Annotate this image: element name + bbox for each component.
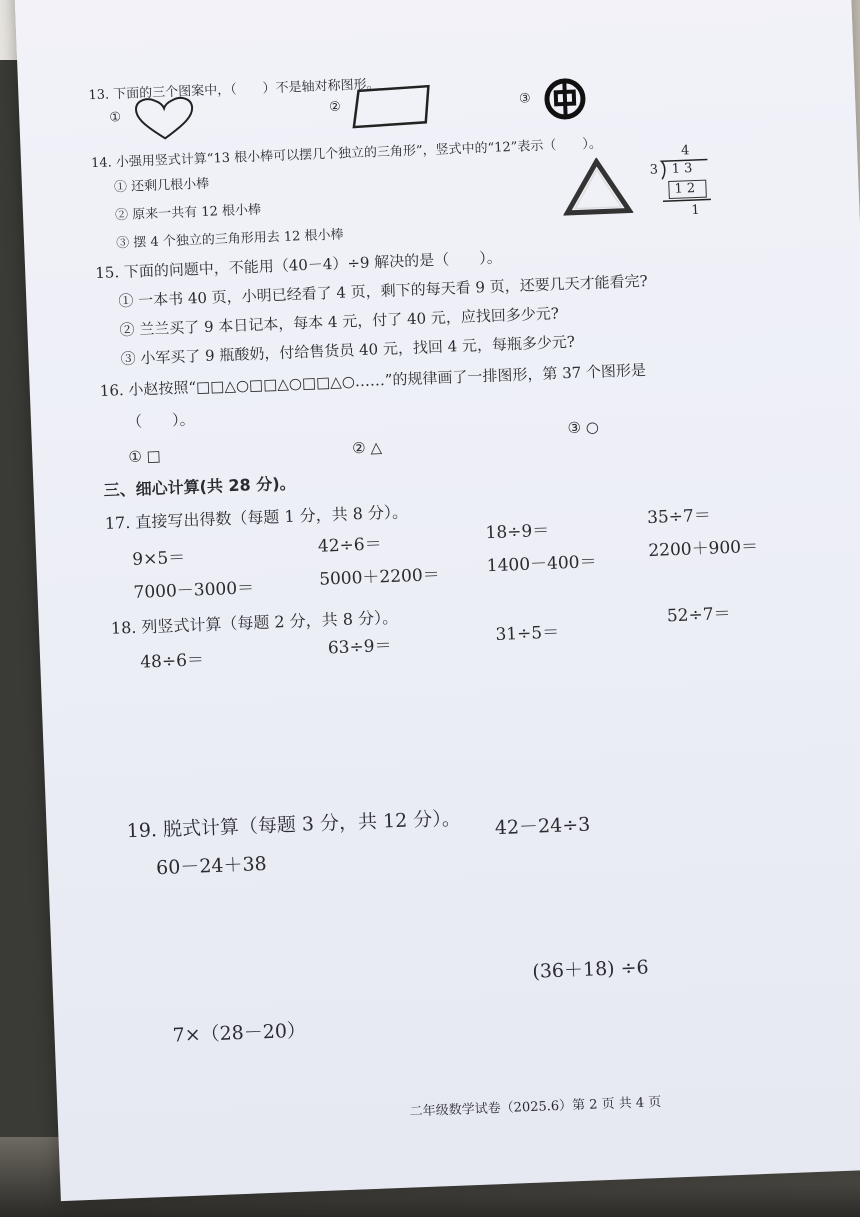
question-13-text: 13. 下面的三个图案中，（ ）不是轴对称图形。	[88, 77, 380, 104]
q13-option-1: ①	[109, 109, 122, 126]
q19-item-3: (36＋18) ÷6	[532, 956, 650, 983]
q16-option-2: ② △	[351, 438, 383, 458]
parallelogram-icon	[348, 84, 434, 129]
q19-item-4: 7×（28－20）	[172, 1019, 307, 1047]
division-line	[663, 197, 713, 203]
q16-answer-blank: （ ）。	[126, 410, 195, 431]
q17-item-1: 9×5＝	[131, 547, 186, 570]
q16-option-1: ① □	[128, 446, 162, 466]
question-16-text: 16. 小赵按照“□□△○□□△○□□△○……”的规律画了一排图形，第 37 个图形是	[99, 361, 647, 401]
q18-item-4: 52÷7＝	[666, 603, 731, 627]
division-remainder: 1	[691, 202, 700, 219]
q18-item-3: 31÷5＝	[495, 622, 560, 645]
question-19-title: 19. 脱式计算（每题 3 分，共 12 分）。	[126, 807, 462, 843]
q13-option-2: ②	[328, 99, 342, 115]
division-dividend: 1 3	[671, 161, 693, 177]
exam-paper	[14, 0, 860, 1201]
stick-triangle-icon	[561, 156, 633, 219]
section-3-title: 三、细心计算(共 28 分)。	[103, 473, 296, 500]
division-divisor: 3	[649, 162, 659, 178]
q14-option-2: ② 原来一共有 12 根小棒	[114, 202, 262, 224]
q17-item-8: 2200＋900＝	[648, 536, 759, 562]
q15-option-1: ① 一本书 40 页，小明已经看了 4 页，剩下的每天看 9 页，还要几天才能看完?	[118, 271, 648, 311]
q18-item-2: 63÷9＝	[327, 636, 392, 659]
q14-option-1: ① 还剩几根小棒	[113, 176, 210, 196]
q17-item-3: 18÷9＝	[485, 520, 550, 544]
question-18-title: 18. 列竖式计算（每题 2 分，共 8 分）。	[110, 607, 399, 638]
q16-option-3: ③ ○	[567, 417, 600, 438]
question-14-text: 14. 小强用竖式计算“13 根小棒可以摆几个独立的三角形”，竖式中的“12”表示（ ）。	[90, 136, 603, 172]
question-17-title: 17. 直接写出得数（每题 1 分，共 8 分）。	[104, 502, 409, 533]
q15-option-2: ② 兰兰买了 9 本日记本，每本 4 元，付了 40 元，应找回多少元?	[119, 304, 560, 340]
question-15-text: 15. 下面的问题中，不能用（40－4）÷9 解决的是（ ）。	[94, 248, 502, 283]
q18-item-1: 48÷6＝	[139, 650, 205, 673]
q17-item-7: 1400－400＝	[486, 552, 597, 577]
q19-item-2: 42－24÷3	[494, 813, 591, 840]
q17-item-4: 35÷7＝	[646, 505, 712, 529]
division-quotient: 4	[680, 143, 690, 159]
q17-item-6: 5000＋2200＝	[318, 565, 441, 590]
bank-of-china-logo-icon	[542, 76, 588, 122]
q15-option-3: ③ 小军买了 9 瓶酸奶，付给售货员 40 元，找回 4 元，每瓶多少元?	[120, 332, 576, 369]
q13-option-3: ③	[518, 91, 531, 107]
division-product: 1 2	[674, 181, 696, 197]
q19-item-1: 60－24＋38	[155, 852, 268, 880]
q14-option-3: ③ 摆 4 个独立的三角形用去 12 根小棒	[115, 227, 344, 252]
q17-item-5: 7000－3000＝	[133, 578, 255, 603]
q17-item-2: 42÷6＝	[317, 534, 383, 557]
heart-icon	[133, 95, 197, 141]
page-footer: 二年级数学试卷（2025.6）第 2 页 共 4 页	[409, 1094, 662, 1120]
